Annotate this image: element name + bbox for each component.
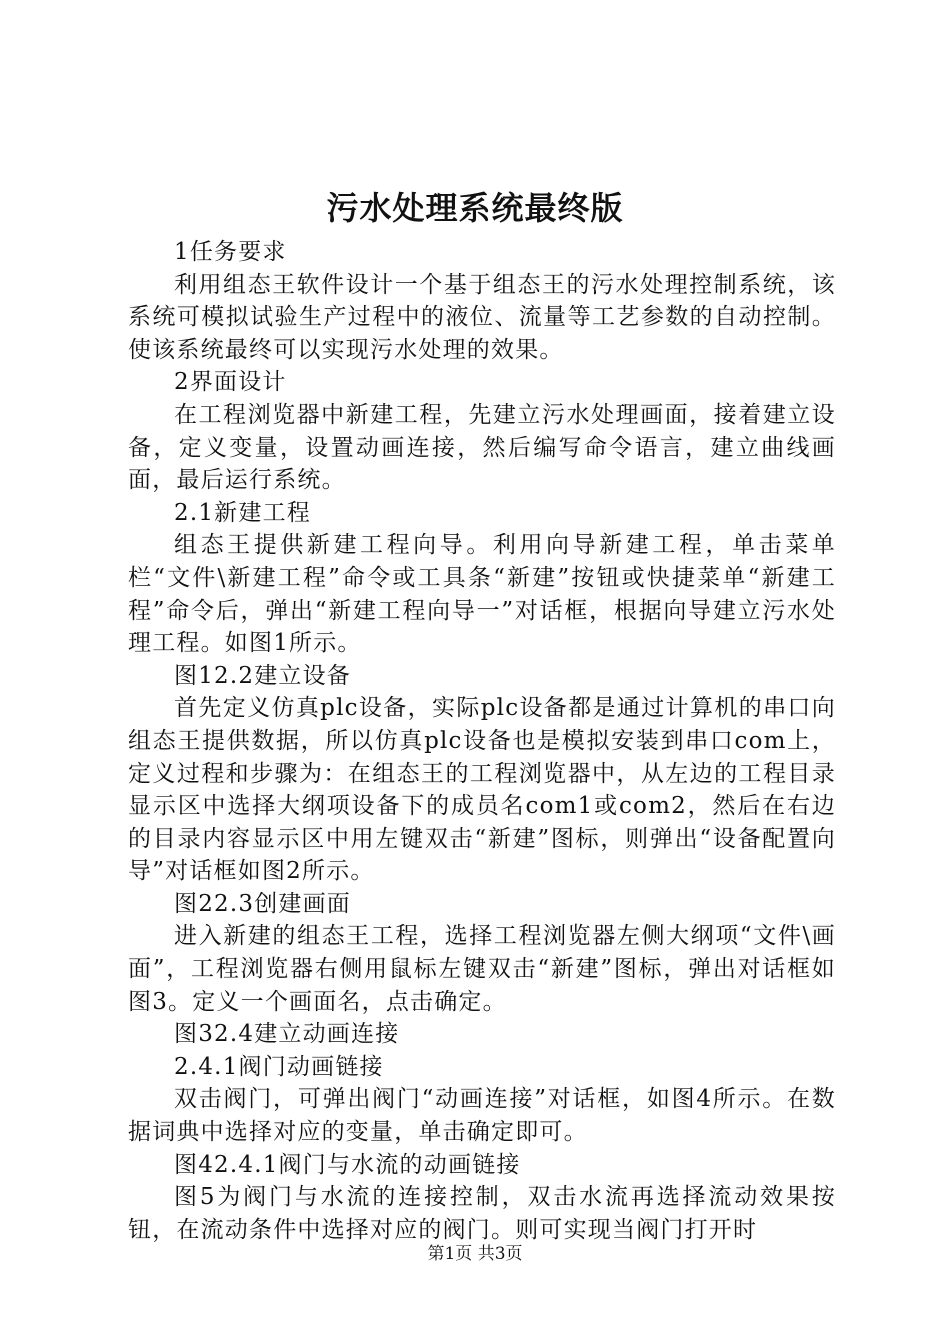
paragraph: 图5为阀门与水流的连接控制，双击水流再选择流动效果按钮，在流动条件中选择对应的阀门。则可实现当阀门打开时 bbox=[128, 1184, 836, 1243]
section-heading: 图42.4.1阀门与水流的动画链接 bbox=[174, 1151, 521, 1178]
document-body bbox=[128, 236, 836, 1246]
paragraph: 双击阀门，可弹出阀门“动画连接”对话框，如图4所示。在数据词典中选择对应的变量，单击确定即可。 bbox=[128, 1086, 836, 1146]
section-heading: 图32.4建立动画连接 bbox=[174, 1021, 400, 1048]
paragraph: 进入新建的组态王工程，选择工程浏览器左侧大纲项“文件\画面”，工程浏览器右侧用鼠标左键双击“新建”图标，弹出对话框如图3。定义一个画面名，点击确定。 bbox=[128, 923, 836, 1015]
section-heading: 2.1新建工程 bbox=[174, 499, 311, 526]
section-heading: 2界面设计 bbox=[174, 369, 287, 396]
paragraph: 利用组态王软件设计一个基于组态王的污水处理控制系统，该系统可模拟试验生产过程中的液位、流量等工艺参数的自动控制。使该系统最终可以实现污水处理的效果。 bbox=[128, 271, 836, 363]
section-heading: 2.4.1阀门动画链接 bbox=[174, 1053, 384, 1080]
section-heading: 图22.3创建画面 bbox=[174, 890, 352, 917]
paragraph: 在工程浏览器中新建工程，先建立污水处理画面，接着建立设备，定义变量，设置动画连接，然后编写命令语言，建立曲线画面，最后运行系统。 bbox=[128, 401, 836, 494]
page-title: 污水处理系统最终版 bbox=[326, 189, 624, 227]
section-heading: 图12.2建立设备 bbox=[174, 662, 352, 689]
page-footer: 第1页 共3页 bbox=[427, 1244, 523, 1264]
paragraph: 首先定义仿真plc设备，实际plc设备都是通过计算机的串口向组态王提供数据，所以仿真plc设备也是模拟安装到串口com上，定义过程和步骤为：在组态王的工程浏览器中，从左边的工程目录显示区中选择大纲项设备下的成员名com1或com2，然后在右边的目录内容显示区中用左键双击“新建”图标，则弹出“设备配置向导”对话框如图2所示。 bbox=[128, 695, 836, 885]
section-heading: 1任务要求 bbox=[174, 239, 287, 265]
paragraph: 组态王提供新建工程向导。利用向导新建工程，单击菜单栏“文件\新建工程”命令或工具条“新建”按钮或快捷菜单“新建工程”命令后，弹出“新建工程向导一”对话框，根据向导建立污水处理工程。如图1所示。 bbox=[128, 532, 836, 657]
